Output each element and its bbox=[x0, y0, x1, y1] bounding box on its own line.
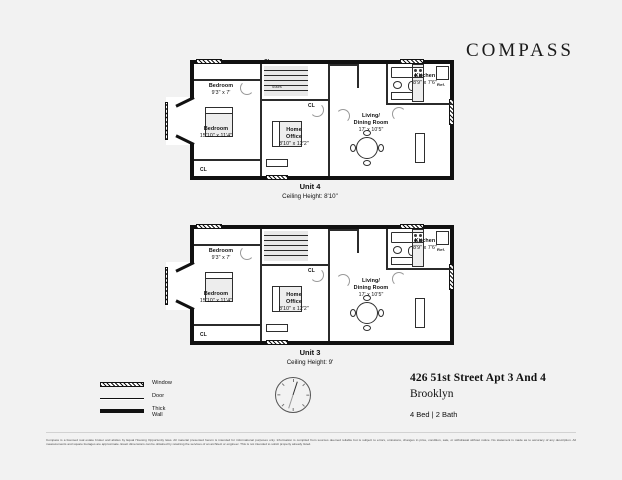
address-line-2: Brooklyn bbox=[410, 388, 454, 400]
thick-wall-swatch-icon bbox=[100, 409, 144, 413]
room-label-bedroom-small-u4: Bedroom 9'3" x 7' bbox=[208, 83, 234, 96]
sofa bbox=[415, 133, 425, 163]
room-label-home-office-u4: Home Office 8'10" x 12'2" bbox=[279, 127, 309, 147]
room-label-living-dining-u4: Living/ Dining Room 17' x 10'5" bbox=[353, 113, 389, 133]
tag-cl-unit4-3: CL bbox=[200, 167, 208, 173]
room-label-kitchen-u4: Kitchen 8'9" x 7'6" bbox=[413, 73, 437, 86]
room-label-kitchen-u3: Kitchen 8'9" x 7'6" bbox=[413, 238, 437, 251]
legend-label-door: Door bbox=[152, 393, 165, 399]
tag-cl-unit3-1: CL bbox=[308, 268, 316, 274]
bay-window bbox=[165, 102, 168, 140]
room-label-home-office-u3: Home Office 8'10" x 12'2" bbox=[279, 292, 309, 312]
unit-3-ceiling: Ceiling Height: 9' bbox=[286, 359, 334, 366]
exterior-wall-left-lower bbox=[190, 144, 194, 180]
address-block bbox=[410, 372, 610, 419]
compass-rose-icon bbox=[275, 377, 311, 413]
room-label-living-dining-u3: Living/ Dining Room 17' x 10'5" bbox=[353, 278, 389, 298]
room-label-bedroom-large-u3: Bedroom 15'10" x 11'4" bbox=[199, 291, 233, 304]
window-swatch-icon bbox=[100, 382, 144, 387]
tag-ref-unit4: Ref. bbox=[437, 82, 446, 87]
dining-table bbox=[356, 137, 378, 159]
divider bbox=[46, 432, 576, 433]
disclaimer-text: Compass is a licensed real estate broker and abides by Equal Housing Opportunity laws. All material presented herein is intended for informational purposes only. Information is compiled from sources deemed reliable but is subject to errors, omissions, changes in price, condition, sale, or withdrawal without notice. No statement is made as to accuracy of any description. All measurements and square footages are approximate. Exact dimensions can be obtained by retaining the services of an architect or engineer. This is not intended to solicit property already listed. bbox=[46, 438, 576, 447]
legend-label-window: Window bbox=[152, 380, 172, 386]
exterior-wall-bottom-u3 bbox=[190, 341, 454, 345]
address-line-1: 426 51st Street Apt 3 And 4 bbox=[410, 372, 547, 384]
bay-window-u3 bbox=[165, 267, 168, 305]
door-swatch-icon bbox=[100, 398, 144, 400]
bed-bath-summary: 4 Bed | 2 Bath bbox=[410, 410, 458, 419]
tag-cl-unit4-1: CL bbox=[264, 59, 272, 65]
unit-4-plan: Stairs Ref. CL CL CL Bedroom 9'3" x 7' Bedroom 15'10" x 11'4" Home Office 8'10" x 12'2" Living/ Dining Room 17' x 10'5" Kitchen 8'9" x 7'6" bbox=[160, 55, 460, 185]
window-top-1-u3 bbox=[196, 224, 222, 229]
legend-label-thick-wall: Thick Wall bbox=[152, 406, 166, 418]
sofa-u3 bbox=[415, 298, 425, 328]
desk bbox=[266, 159, 288, 167]
unit-3-plan bbox=[160, 220, 460, 350]
unit-4-ceiling: Ceiling Height: 8'10" bbox=[282, 193, 338, 200]
dining-table-u3 bbox=[356, 302, 378, 324]
compass-logo: COMPASS bbox=[466, 40, 574, 61]
window-bottom-1 bbox=[266, 175, 288, 180]
tag-cl-unit3-2: CL bbox=[200, 332, 208, 338]
exterior-wall-left-lower-u3 bbox=[190, 309, 194, 345]
desk-u3 bbox=[266, 324, 288, 332]
tag-cl-unit4-2: CL bbox=[308, 103, 316, 109]
exterior-wall-bottom bbox=[190, 176, 454, 180]
window-bottom-1-u3 bbox=[266, 340, 288, 345]
room-label-bedroom-large-u4: Bedroom 15'10" x 11'4" bbox=[199, 126, 233, 139]
tag-ref-unit3: Ref. bbox=[437, 247, 446, 252]
window-top-1 bbox=[196, 59, 222, 64]
unit-3-caption: Unit 3 bbox=[299, 348, 321, 357]
unit-4-caption: Unit 4 bbox=[299, 182, 321, 191]
room-label-bedroom-small-u3: Bedroom 9'3" x 7' bbox=[208, 248, 234, 261]
